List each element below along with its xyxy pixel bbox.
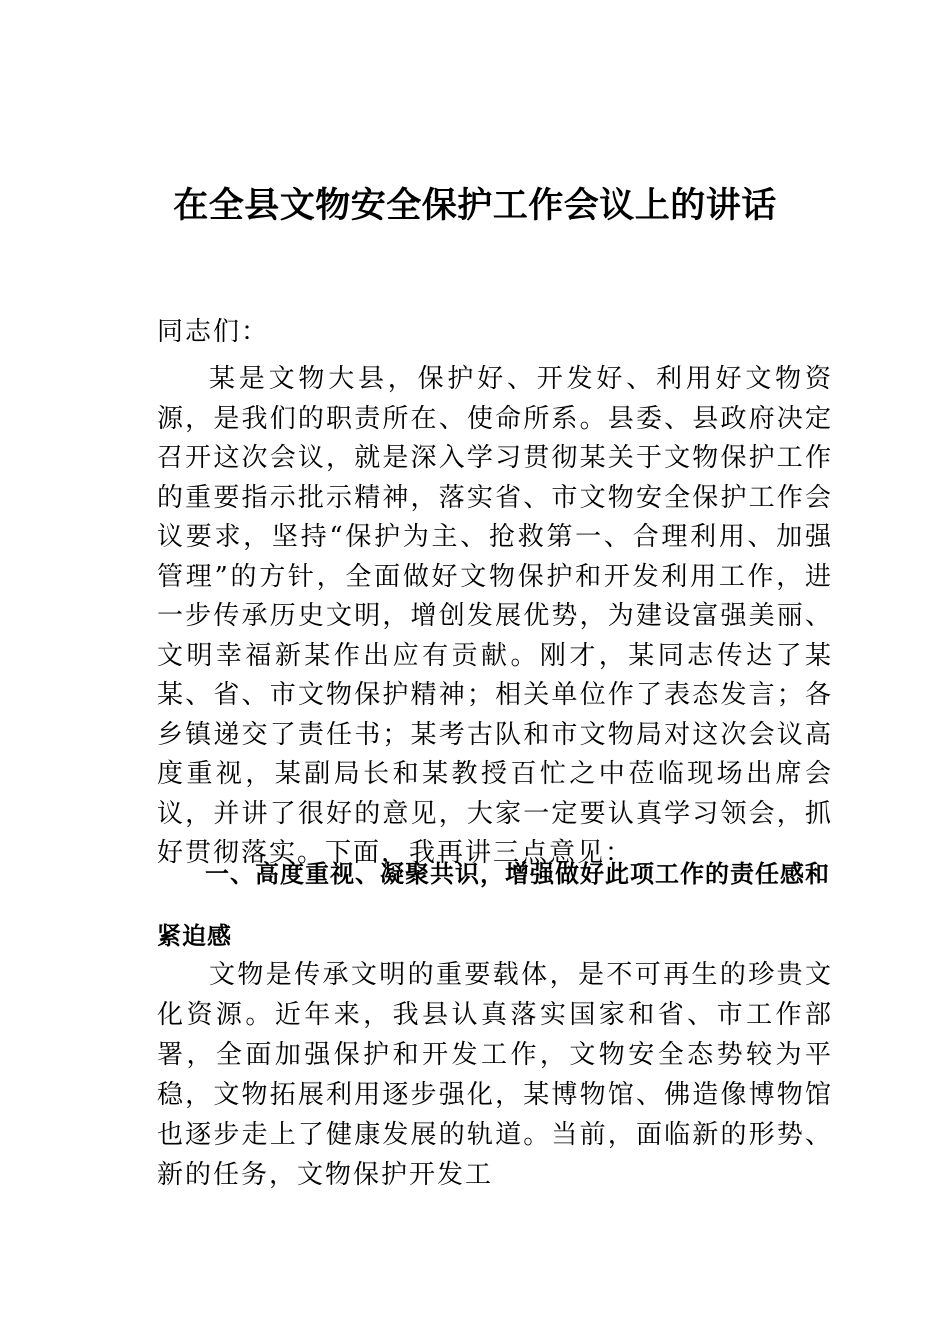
section-heading-1: 一、高度重视、凝聚共识，增强做好此项工作的责任感和紧迫感 <box>157 860 830 950</box>
salutation: 同志们： <box>157 317 270 347</box>
document-title: 在全县文物安全保护工作会议上的讲话 <box>173 186 777 226</box>
paragraph-1: 某是文物大县，保护好、开发好、利用好文物资源，是我们的职责所在、使命所系。县委、县政府决定召开这次会议，就是深入学习贯彻某关于文物保护工作的重要指示批示精神，落实省、市文物安全保护工作会议要求，坚持“保护为主、抢救第一、合理利用、加强管理”的方针，全面做好文物保护和开发利用工作，进一步传承历史文明，增创发展优势，为建设富强美丽、文明幸福新某作出应有贡献。刚才，某同志传达了某某、省、市文物保护精神；相关单位作了表态发言；各乡镇递交了责任书；某考古队和市文物局对这次会议高度重视，某副局长和某教授百忙之中莅临现场出席会议，并讲了很好的意见，大家一定要认真学习领会，抓好贯彻落实。下面，我再讲三点意见： <box>157 364 833 868</box>
paragraph-2: 文物是传承文明的重要载体，是不可再生的珍贵文化资源。近年来，我县认真落实国家和省、市工作部署，全面加强保护和开发工作，文物安全态势较为平稳，文物拓展利用逐步强化，某博物馆、佛造像博物馆也逐步走上了健康发展的轨道。当前，面临新的形势、新的任务，文物保护开发工 <box>157 960 833 1190</box>
